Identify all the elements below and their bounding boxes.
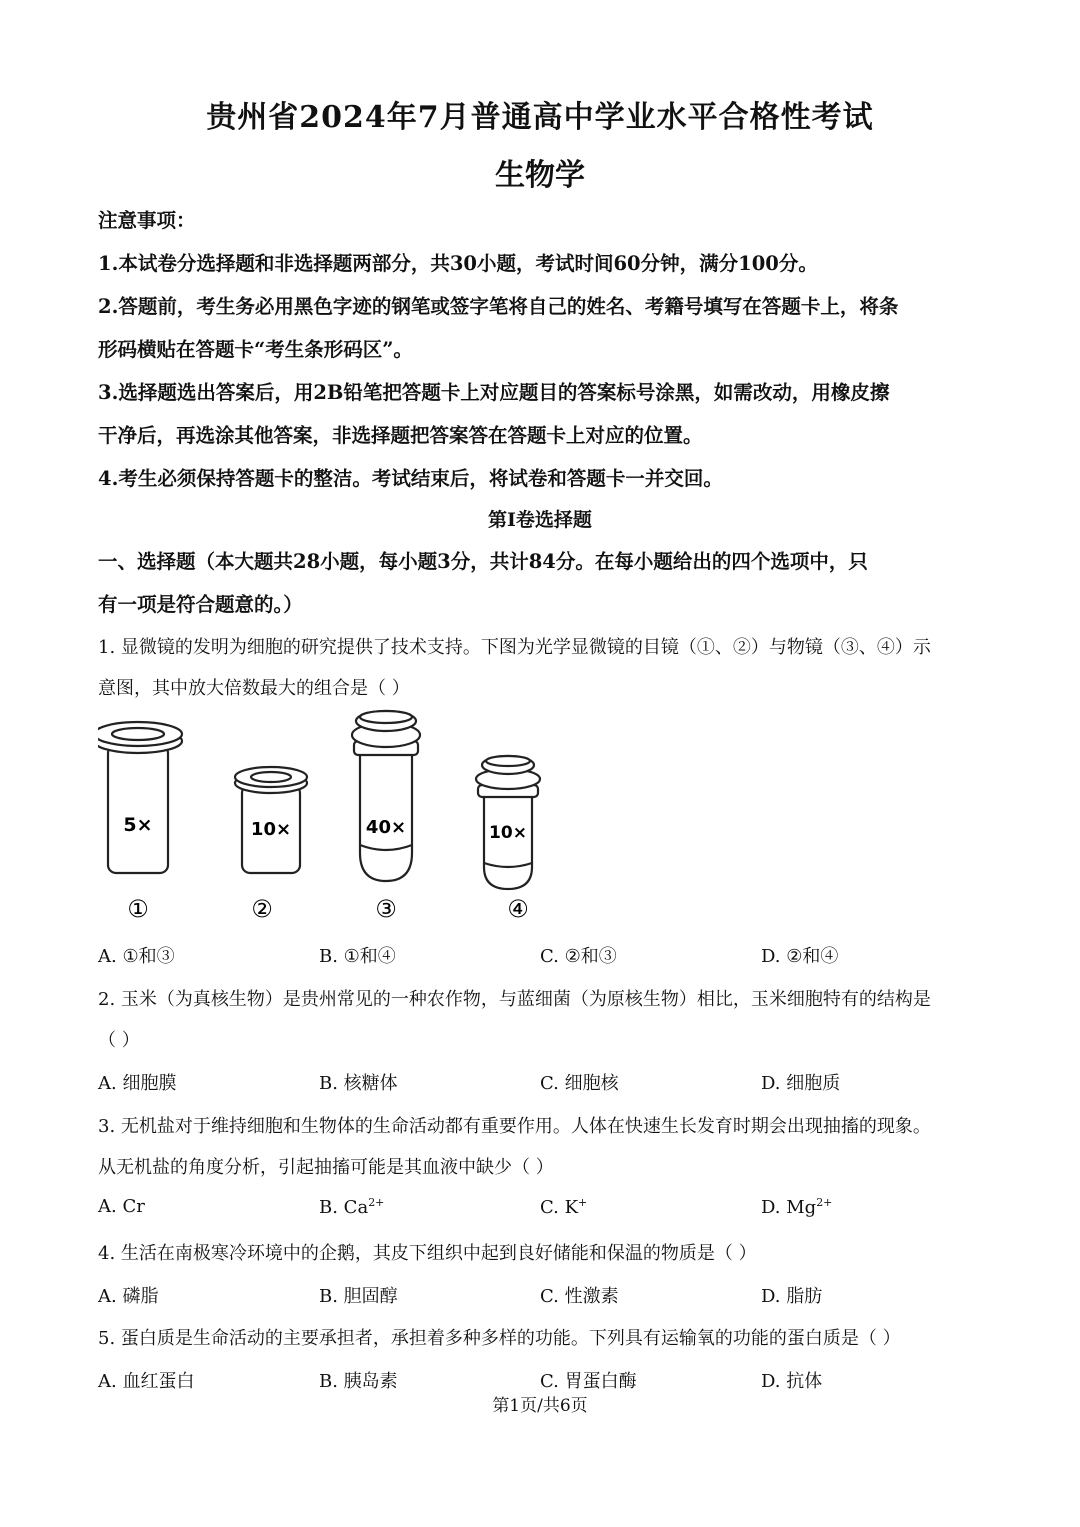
question-1-text: 意图，其中放大倍数最大的组合是（ ） [98,678,410,699]
q2-option-d: D. 细胞质 [761,1073,841,1094]
lens-label: 40× [365,817,407,838]
q2-option-c: C. 细胞核 [540,1073,619,1094]
objective-40x-icon [352,711,420,881]
lens-label: 10× [250,819,292,840]
microscope-lens-figure [98,705,558,930]
q1-option-c: C. ②和③ [540,946,617,967]
lens-label: 5× [123,814,153,836]
q4-option-b: B. 胆固醇 [319,1286,398,1307]
q3-option-c: C. K+ [540,1196,588,1218]
notice-line: 1.本试卷分选择题和非选择题两部分，共30小题，考试时间60分钟，满分100分。 [98,252,818,275]
lens-number: ① [127,895,149,923]
question-3-text: 从无机盐的角度分析，引起抽搐可能是其血液中缺少（ ） [98,1157,554,1178]
section-title: 第I卷选择题 [488,509,592,531]
q2-option-b: B. 核糖体 [319,1073,398,1094]
eyepiece-5x-icon [98,722,182,873]
notice-heading: 注意事项： [98,209,196,232]
notice-line: 干净后，再选涂其他答案，非选择题把答案答在答题卡上对应的位置。 [98,424,703,447]
q4-option-c: C. 性激素 [540,1286,619,1307]
notice-line: 形码横贴在答题卡“考生条形码区”。 [98,338,413,361]
q3-option-b: B. $Ca^{2+}$ [319,1196,385,1218]
q5-option-a: A. 血红蛋白 [98,1371,195,1392]
q5-option-b: B. 胰岛素 [319,1371,398,1392]
notice-line: 3.选择题选出答案后，用2B铅笔把答题卡上对应题目的答案标号涂黑，如需改动，用橡皮擦 [98,381,890,404]
q5-option-c: C. 胃蛋白酶 [540,1371,637,1392]
q2-option-a: A. 细胞膜 [98,1073,177,1094]
notice-line: 4.考生必须保持答题卡的整洁。考试结束后，将试卷和答题卡一并交回。 [98,467,723,490]
q3-option-d: D. $Mg^{2+}$ [761,1196,833,1218]
q1-option-b: B. ①和④ [319,946,396,967]
part-intro-line: 一、选择题（本大题共28小题，每小题3分，共计84分。在每小题给出的四个选项中，只 [98,550,868,573]
notice-line: 2.答题前，考生务必用黑色字迹的钢笔或签字笔将自己的姓名、考籍号填写在答题卡上，将条 [98,295,899,318]
page-footer: 第1页/共6页 [492,1396,588,1416]
subject-title: 生物学 [495,158,585,193]
exam-title: 贵州省2024年7月普通高中学业水平合格性考试 [206,100,874,135]
q5-option-d: D. 抗体 [761,1371,823,1392]
lens-number: ② [251,895,273,923]
lens-label: 10× [489,823,527,843]
q4-option-d: D. 脂肪 [761,1286,823,1307]
question-5-text: 5. 蛋白质是生命活动的主要承担者，承担着多种多样的功能。下列具有运输氧的功能的蛋白质是（ ） [98,1328,901,1349]
q3-option-a: A. Cr [98,1196,145,1217]
lens-number: ③ [375,895,397,923]
q1-option-a: A. ①和③ [98,946,175,967]
question-1-text: 1. 显微镜的发明为细胞的研究提供了技术支持。下图为光学显微镜的目镜（①、②）与物镜（③、④）示 [98,637,931,658]
lens-number: ④ [507,895,529,923]
q1-option-d: D. ②和④ [761,946,839,967]
question-2-text: 2. 玉米（为真核生物）是贵州常见的一种农作物，与蓝细菌（为原核生物）相比，玉米细胞特有的结构是 [98,989,931,1010]
part-intro-line: 有一项是符合题意的。） [98,593,303,616]
q4-option-a: A. 磷脂 [98,1286,159,1307]
question-4-text: 4. 生活在南极寒冷环境中的企鹅，其皮下组织中起到良好储能和保温的物质是（ ） [98,1243,757,1264]
question-2-text: （ ） [98,1030,140,1051]
question-3-text: 3. 无机盐对于维持细胞和生物体的生命活动都有重要作用。人体在快速生长发育时期会出现抽搐的现象。 [98,1116,931,1137]
